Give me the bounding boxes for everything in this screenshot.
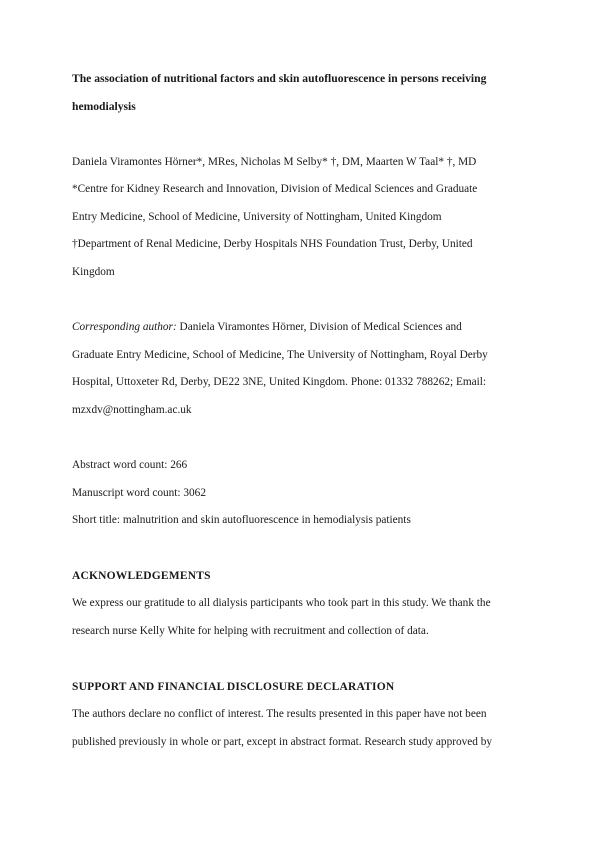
corresponding-author-line-3: Hospital, Uttoxeter Rd, Derby, DE22 3NE, United Kingdom. Phone: 01332 788262; Email: (72, 376, 487, 388)
abstract-word-count: Abstract word count: 266 (72, 459, 188, 471)
acknowledgements-heading: ACKNOWLEDGEMENTS (72, 570, 211, 582)
affiliation-line-3: †Department of Renal Medicine, Derby Hospitals NHS Foundation Trust, Derby, United (72, 238, 473, 250)
paper-title-line-1: The association of nutritional factors and skin autofluorescence in persons receiving (72, 72, 487, 85)
affiliation-line-1: *Centre for Kidney Research and Innovation, Division of Medical Sciences and Graduate (72, 183, 478, 195)
author-list: Daniela Viramontes Hörner*, MRes, Nicholas M Selby* †, DM, Maarten W Taal* †, MD (72, 156, 477, 168)
short-title: Short title: malnutrition and skin autofluorescence in hemodialysis patients (72, 514, 411, 526)
affiliation-line-2: Entry Medicine, School of Medicine, University of Nottingham, United Kingdom (72, 211, 442, 223)
manuscript-word-count: Manuscript word count: 3062 (72, 487, 206, 499)
acknowledgements-line-2: research nurse Kelly White for helping with recruitment and collection of data. (72, 625, 429, 637)
support-heading: SUPPORT AND FINANCIAL DISCLOSURE DECLARATION (72, 681, 395, 693)
support-line-1: The authors declare no conflict of interest. The results presented in this paper have not been (72, 708, 487, 720)
support-line-2: published previously in whole or part, except in abstract format. Research study approved by (72, 736, 493, 748)
affiliation-line-4: Kingdom (72, 266, 115, 278)
paper-title-line-2: hemodialysis (72, 100, 136, 113)
acknowledgements-line-1: We express our gratitude to all dialysis participants who took part in this study. We thank the (72, 597, 491, 609)
corresponding-author-line-2: Graduate Entry Medicine, School of Medicine, The University of Nottingham, Royal Derby (72, 349, 488, 361)
corresponding-author-label: Corresponding author: (72, 321, 177, 333)
corresponding-author-line-1 (72, 320, 462, 334)
corresponding-author-email: mzxdv@nottingham.ac.uk (72, 404, 192, 416)
corresponding-author-text: Daniela Viramontes Hörner, Division of Medical Sciences and (176, 321, 462, 333)
